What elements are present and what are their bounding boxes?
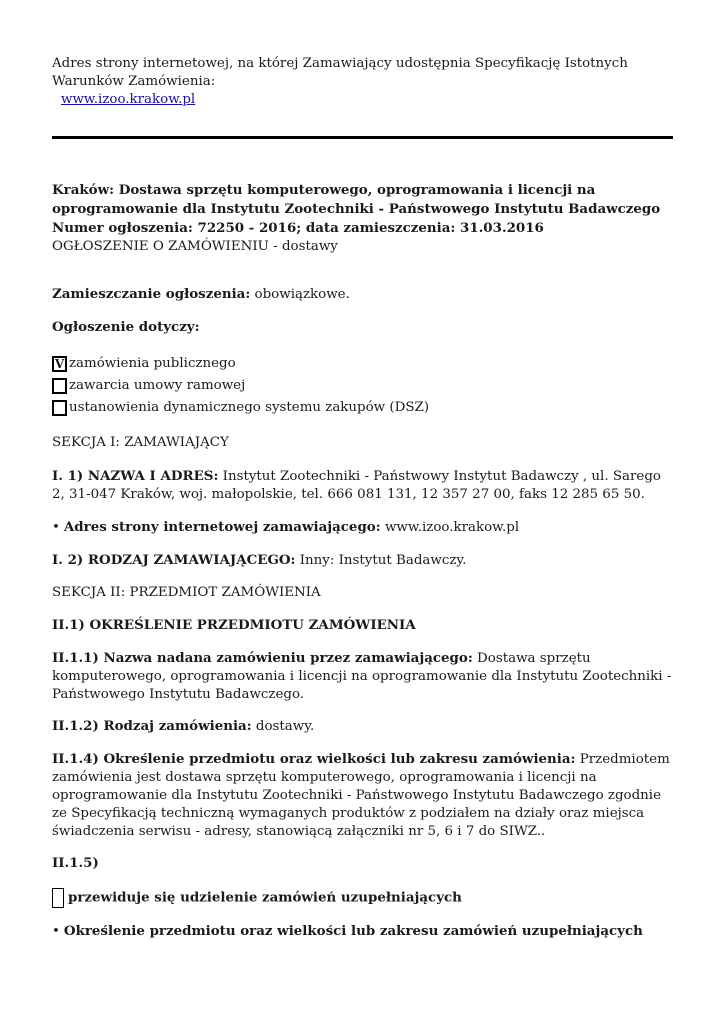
- option-label: ustanowienia dynamicznego systemu zakupów (DSZ): [69, 400, 430, 415]
- supplementary-scope-label: Określenie przedmiotu oraz wielkości lub zakresu zamówień uzupełniających: [63, 923, 643, 939]
- contract-kind-label: II.1.2) Rodzaj zamówienia:: [52, 718, 252, 734]
- contract-name-value: Dostawa sprzętu komputerowego, oprogramowania i licencji na oprogramowanie dla Instytutu Zootechniki - Państwowego Instytutu Badawczego.: [52, 651, 672, 702]
- section2-subheading: II.1) OKREŚLENIE PRZEDMIOTU ZAMÓWIENIA: [52, 617, 416, 633]
- authority-label: I. 1) NAZWA I ADRES:: [52, 468, 219, 484]
- website-value: www.izoo.krakow.pl: [380, 520, 520, 535]
- notice-number: Numer ogłoszenia: 72250 - 2016; data zamieszczenia: 31.03.2016: [52, 220, 544, 236]
- authority-type: [52, 551, 677, 570]
- option-label: zawarcia umowy ramowej: [69, 378, 246, 393]
- authority-type-value: Inny: Instytut Badawczy.: [295, 553, 467, 568]
- supplementary-label: przewiduje się udzielenie zamówień uzupełniających: [68, 889, 462, 906]
- contract-scope: [52, 750, 677, 841]
- checkbox-empty: [52, 378, 67, 394]
- placement-label: Zamieszczanie ogłoszenia:: [52, 286, 251, 302]
- authority-website: [52, 518, 677, 537]
- sitespec-link[interactable]: www.izoo.krakow.pl: [61, 92, 196, 107]
- website-label: Adres strony internetowej zamawiającego:: [63, 519, 381, 535]
- contract-name-label: II.1.1) Nazwa nadana zamówieniu przez zamawiającego:: [52, 650, 473, 666]
- notice-type: OGŁOSZENIE O ZAMÓWIENIU - dostawy: [52, 239, 338, 254]
- option-dps: [52, 398, 677, 418]
- supplementary-scope: [52, 922, 677, 941]
- option-public-procurement: [52, 354, 677, 374]
- authority-type-label: I. 2) RODZAJ ZAMAWIAJĄCEGO:: [52, 552, 296, 568]
- sitespec-intro: [52, 55, 677, 109]
- contracting-authority: [52, 467, 677, 504]
- contract-kind: [52, 717, 677, 736]
- checkbox-checked: V: [52, 356, 67, 372]
- bullet-icon: •: [52, 924, 60, 939]
- concerns-label: Ogłoszenie dotyczy:: [52, 319, 200, 335]
- contract-scope-value: Przedmiotem zamówienia jest dostawa sprzętu komputerowego, oprogramowania i licencji na oprogramowanie dla Instytutu Zootechniki - Państwowego Instytutu Badawczego zgodnie ze Specyfikacją techniczną wymaganych produktów z podziałem na działy oraz miejsca świadczenia serwisu - adresy, stanowiącą załączniki nr 5, 6 i 7 do SIWZ..: [52, 752, 670, 839]
- option-framework-agreement: [52, 376, 677, 396]
- contract-scope-label: II.1.4) Określenie przedmiotu oraz wielkości lub zakresu zamówienia:: [52, 751, 576, 767]
- checkbox-empty: [52, 400, 67, 416]
- sitespec-intro-text: Adres strony internetowej, na której Zamawiający udostępnia Specyfikację Istotnych Warunków Zamówienia:: [52, 56, 628, 89]
- placement-line: [52, 285, 677, 304]
- option-label: zamówienia publicznego: [69, 356, 236, 371]
- section1-heading: SEKCJA I: ZAMAWIAJĄCY: [52, 435, 229, 450]
- ii15-label: II.1.5): [52, 855, 99, 871]
- concerns-options: [52, 354, 677, 418]
- placement-value: obowiązkowe.: [250, 287, 350, 302]
- contract-name: [52, 649, 677, 704]
- section2-heading: SEKCJA II: PRZEDMIOT ZAMÓWIENIA: [52, 585, 321, 600]
- checkbox-empty-icon: [52, 888, 64, 908]
- horizontal-divider: [52, 136, 673, 139]
- bullet-icon: •: [52, 520, 60, 535]
- notice-title-block: [52, 181, 677, 256]
- authority-value: Instytut Zootechniki - Państwowy Instytut Badawczy , ul. Sarego 2, 31-047 Kraków, woj. małopolskie, tel. 666 081 131, 12 357 27 00, faks 12 285 65 50.: [52, 469, 661, 502]
- supplementary-orders: [52, 888, 677, 908]
- contract-kind-value: dostawy.: [251, 719, 315, 734]
- notice-title: Kraków: Dostawa sprzętu komputerowego, oprogramowania i licencji na oprogramowanie dla Instytutu Zootechniki - Państwowego Instytutu Badawczego: [52, 182, 661, 217]
